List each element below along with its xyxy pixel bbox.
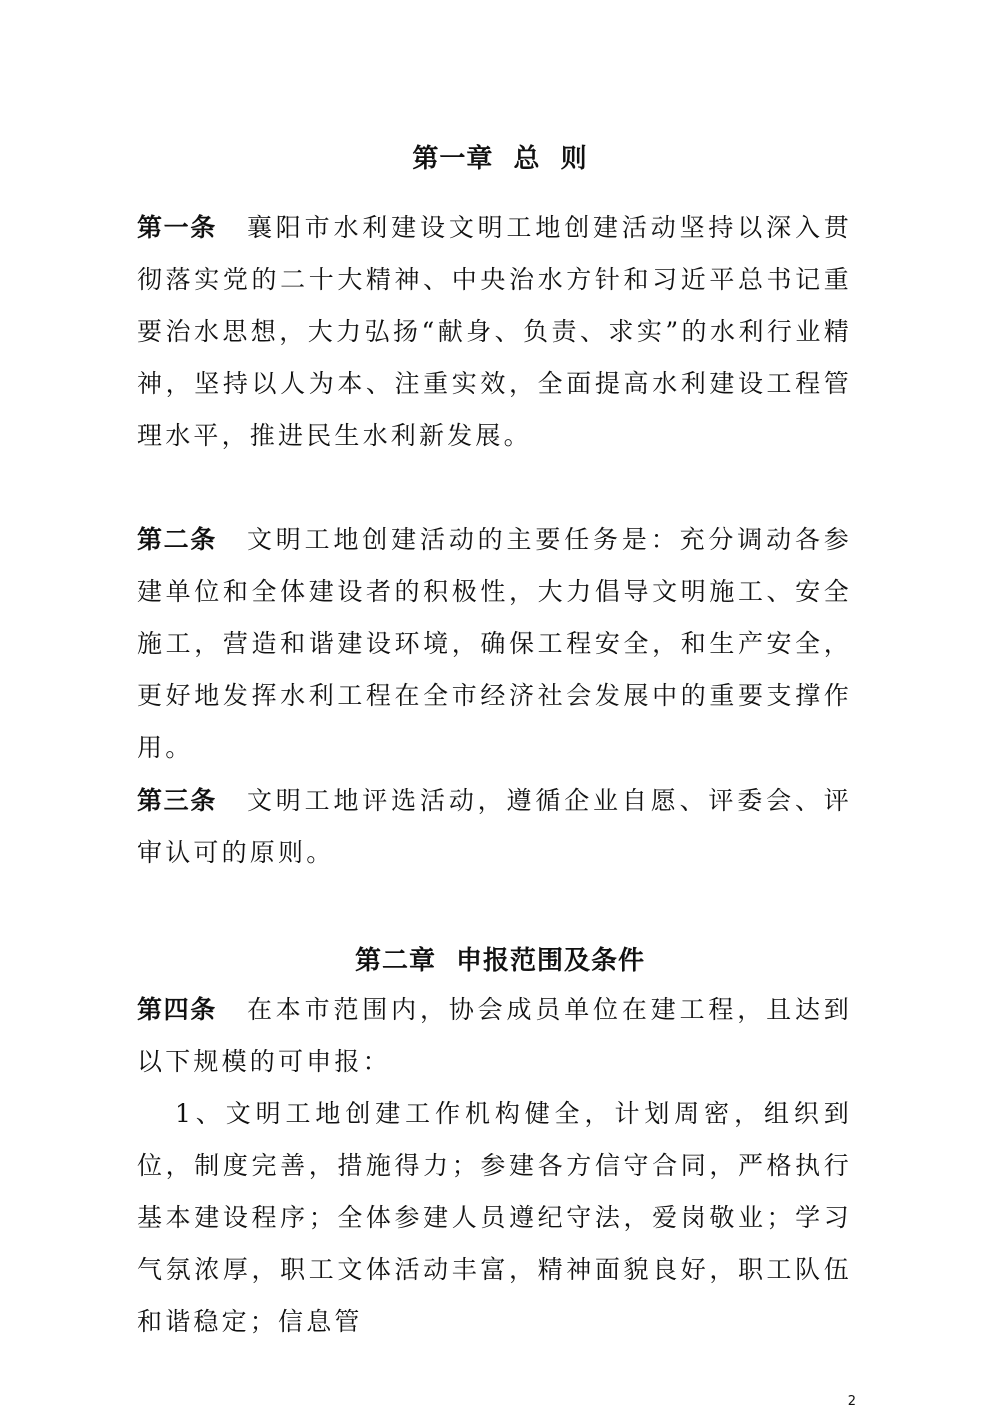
article-3-label: 第三条 [137, 786, 217, 815]
article-2-label: 第二条 [137, 525, 217, 554]
article-3-text: 文明工地评选活动，遵循企业自愿、评委会、评审认可的原则。 [137, 786, 852, 867]
article-1-text: 襄阳市水利建设文明工地创建活动坚持以深入贯彻落实党的二十大精神、中央治水方针和习近平总书记重要治水思想，大力弘扬“献身、负责、求实”的水利行业精神，坚持以人为本、注重实效，全面提高水利建设工程管理水平，推进民生水利新发展。 [137, 213, 852, 450]
article-4 [137, 984, 852, 1088]
article-3 [137, 775, 852, 879]
article-2-text: 文明工地创建活动的主要任务是：充分调动各参建单位和全体建设者的积极性，大力倡导文明施工、安全施工，营造和谐建设环境，确保工程安全，和生产安全，更好地发挥水利工程在全市经济社会发展中的重要支撑作用。 [137, 525, 852, 762]
chapter-2-title: 第二章 申报范围及条件 [354, 946, 646, 976]
chapter-1-title: 第一章 总 则 [412, 144, 588, 174]
article-2 [137, 514, 852, 774]
article-4-label: 第四条 [137, 995, 217, 1024]
article-1-label: 第一条 [137, 213, 217, 242]
item-1-paragraph: 1、文明工地创建工作机构健全，计划周密，组织到位，制度完善，措施得力；参建各方信守合同，严格执行基本建设程序；全体参建人员遵纪守法，爱岗敬业；学习气氛浓厚，职工文体活动丰富，精神面貌良好，职工队伍和谐稳定；信息管 [137, 1099, 852, 1336]
article-4-text: 在本市范围内，协会成员单位在建工程，且达到以下规模的可申报： [137, 995, 852, 1076]
article-1 [137, 202, 852, 462]
page-number: 2 [847, 1394, 856, 1409]
